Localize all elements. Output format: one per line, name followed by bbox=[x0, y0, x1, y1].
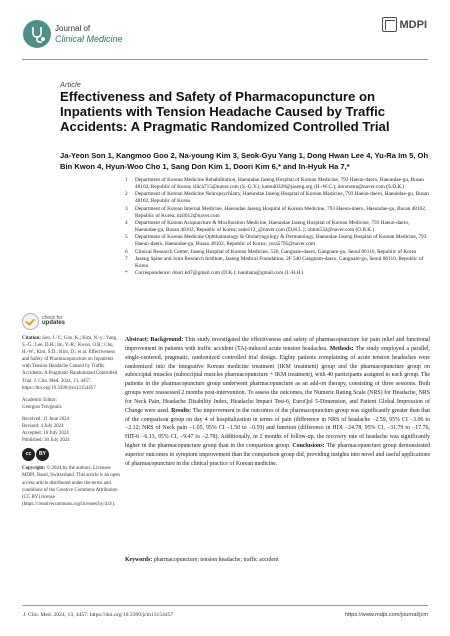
affiliation-number: 6 bbox=[125, 248, 128, 255]
check-for-updates-badge[interactable] bbox=[22, 312, 82, 330]
affiliation-text: Department of Korean Medicine Ophthalmology & Otolaryngology & Dermatology, Haeundae Jaseng Hospital of Korean Medicine, 793 Haeun-daero, Haeundae-gu, Busan 48102, Republic of Korea; yura5795@naver.com bbox=[135, 234, 427, 248]
affiliation-text: Jaseng Spine and Joint Research Institute, Jaseng Medical Foundation, 2F 540 Gangnam-daero, Gangnam-gu, Seoul 06110, Republic of Korea bbox=[135, 255, 424, 269]
check-updates-icon bbox=[22, 313, 39, 330]
affiliation-item bbox=[125, 191, 430, 205]
affiliation-item bbox=[125, 177, 430, 191]
mdpi-icon bbox=[382, 17, 397, 32]
by-icon: BY bbox=[36, 448, 49, 461]
affiliation-text: Clinical Research Center, Jaseng Hospital of Korean Medicine, 536, Gangnam-daero, Gangnam-gu, Seoul 06110, Republic of Korea bbox=[135, 248, 417, 255]
author-list: Ja-Yeon Son 1, Kangmoo Goo 2, Na-young Kim 3, Seok-Gyu Yang 1, Dong Hwan Lee 4, Yu-Ra Im 5, Oh Bin Kwon 4, Hyun-Woo Cho 1, Sang Don Kim 1, Doori Kim 6,* and In-Hyuk Ha 7,* bbox=[60, 151, 429, 171]
affiliation-number: 7 bbox=[125, 255, 128, 262]
paper-title: Effectiveness and Safety of Pharmacopuncture on Inpatients with Tension Headache Caused by Traffic Accidents: A Pragmatic Randomized Controlled Trial bbox=[60, 89, 390, 135]
check-line1: check for bbox=[42, 314, 63, 321]
affiliation-number: 1 bbox=[125, 177, 128, 183]
publisher-name: MDPI bbox=[399, 18, 427, 31]
published-date: Published: 30 July 2024 bbox=[22, 438, 70, 444]
header-rule bbox=[22, 59, 428, 60]
footer-rule bbox=[22, 605, 428, 606]
sidebar-info bbox=[22, 335, 120, 513]
academic-editor: Academic Editor: Georgios Tsivgoulis bbox=[22, 397, 62, 410]
keywords-text: pharmacopuncture; tension headache; traffic accident bbox=[153, 557, 279, 563]
affiliation-text: Department of Korean Acupuncture & Moxibustion Medicine, Haeundae Jaseng Hospital of Korean Medicine, 793 Haeun-daero, Haeundae-gu, Busan 48102, Republic of Korea; asde112_@naver.com (D.H.L.); obbin532@naver.com (O.B.K.) bbox=[135, 219, 410, 234]
journal-logo bbox=[23, 20, 51, 48]
journal-name-line2: Clinical Medicine bbox=[55, 34, 123, 44]
affiliation-item bbox=[125, 220, 430, 234]
footer-journal-url[interactable]: https://www.mdpi.com/journal/jcm bbox=[345, 612, 428, 618]
keywords-label: Keywords: bbox=[125, 557, 153, 563]
affiliation-number: 5 bbox=[125, 234, 128, 241]
received-date: Received: 11 June 2024 bbox=[22, 416, 70, 422]
journal-name bbox=[55, 24, 123, 44]
cc-license-badge[interactable] bbox=[22, 448, 120, 461]
check-line2: updates bbox=[42, 320, 66, 326]
citation: Citation: Son, J.-Y.; Goo, K.; Kim, N.-y.; Yang, S.-G.; Lee, D.H.; Im, Y.-R.; Kwon, O.B.; Cho, H.-W.; Kim, S.D.; Kim, D.; et al. Effectiveness and Safety of Pharmacopuncture on Inpatients with Tension Headache Caused by Traffic Accidents: A Pragmatic Randomized Controlled Trial. J. Clin. Med. 2024, 13, 4457. https://doi.org/10.3390/jcm13154457 bbox=[22, 336, 118, 391]
background-text: This study investigated the effectiveness and safety of pharmacopuncture for pain relief and functional improvement in patients with traffic accident (TA)-induced acute tension headaches. bbox=[125, 337, 430, 352]
abstract bbox=[125, 336, 430, 469]
affiliation-text: Correspondence: doori.kd7@gmail.com (D.K.); hanihata@gmail.com (I.-H.H.) bbox=[135, 270, 304, 277]
dates bbox=[22, 416, 120, 444]
affiliation-item bbox=[125, 234, 430, 248]
affiliation-number: 3 bbox=[125, 205, 128, 212]
affiliation-text: Department of Korean Medicine Neuropsychiatry, Haeundae Jaseng Hospital of Korean Medicine, 793 Haeun-daero, Haeundae-gu, Busan 48102, Republic of Korea bbox=[135, 191, 429, 205]
article-type: Article bbox=[60, 80, 81, 89]
conclusions-text: The pharmacopuncture group demonstrated superior outcomes in symptom improvement than the comparison group did, providing insights into novel and useful applications of pharmacopuncture in the clinical practice of Korean medicine. bbox=[125, 443, 430, 467]
journal-name-line1: Journal of bbox=[55, 24, 91, 33]
results-text: The improvement in the outcomes of the pharmacopuncture group was significantly greater than that of the comparison group on day 4 of hospitalization in terms of pain (difference in NRS of headache −2.59, 95% CI −3.06 to −2.12; NRS of Neck pain −1.05, 95% CI −1.50 to −0.59) and function (difference in HDI −24.78, 95% CI, −31.79 to −17.76; HIT-6 −6.13, 95% CI, −9.47 to −2.78). Additionally, in 2 months of follow-up, the recovery rate of headache was significantly higher in the pharmacopuncture group than in the comparison group. bbox=[125, 407, 430, 450]
revised-date: Revised: 4 July 2024 bbox=[22, 424, 64, 430]
affiliation-item bbox=[125, 206, 430, 220]
affiliation-number: 2 bbox=[125, 191, 128, 198]
methods-text: The study employed a parallel, single-centered, pragmatic, randomized controlled trial design. Eighty patients complaining of acute tension headaches were randomized into the integrative Korean medicine treatment (IKM treatment) group and the pharmacopuncture group on subocciptal muscles (subocciptal muscles pharmacopuncture + IKM treatment), with 40 participants assigned to each group. The patients in the pharmacopuncture group underwent pharmacopuncture as an add-on therapy, consisting of three sessions. Both groups were reassessed 2 months post-intervention. To assess the outcomes, the Numeric Rating Scale (NRS) for Headache, NRS for Neck Pain, Headache Disability Index, Headache Impact Test-6, EuroQol 5-Dimension, and Patient Global Impression of Change were used. bbox=[125, 345, 430, 414]
affiliation-item bbox=[125, 249, 430, 256]
methods-label: Methods: bbox=[329, 345, 354, 352]
affiliation-number: * bbox=[125, 270, 128, 277]
affiliation-number: 4 bbox=[125, 219, 128, 226]
cc-icon: cc bbox=[22, 448, 35, 461]
copyright: Copyright: © 2024 by the authors. Licensee MDPI, Basel, Switzerland. This article is an open access article distributed under the terms and conditions of the Creative Commons Attribution (CC BY) license (https://creativecommons.org/licenses/by/4.0/). bbox=[22, 466, 120, 507]
keywords bbox=[125, 556, 430, 564]
accepted-date: Accepted: 16 July 2024 bbox=[22, 431, 69, 437]
affiliation-item bbox=[125, 270, 430, 277]
affiliations bbox=[125, 177, 430, 277]
conclusions-label: Conclusions: bbox=[292, 443, 325, 450]
affiliation-text: Department of Korean Medicine Rehabilitation, Haeundae Jaseng Hospital of Korean Medicine, 793 Haeun-daero, Haeundae-gu, Busan 48102, Republic of Korea; silica715@naver.com (S.-G.Y.); kamui0328@jaseng.org (H.-W.C.); donmutra@naver.com (S.D.K.) bbox=[135, 177, 424, 191]
footer-citation[interactable]: J. Clin. Med. 2024, 13, 4457. https://doi.org/10.3390/jcm13154457 bbox=[23, 612, 174, 618]
results-label: Results: bbox=[171, 407, 192, 414]
affiliation-item bbox=[125, 256, 430, 270]
affiliation-text: Department of Korean Internal Medicine, Haeundae Jaseng Hospital of Korean Medicine, 793 Haeun-daero, Haeundae-gu, Busan 48102, Republic of Korea; nzil012@naver.com bbox=[135, 205, 427, 219]
stethoscope-icon bbox=[27, 24, 47, 44]
background-label: Abstract: Background: bbox=[125, 337, 184, 343]
publisher-logo bbox=[382, 17, 428, 32]
